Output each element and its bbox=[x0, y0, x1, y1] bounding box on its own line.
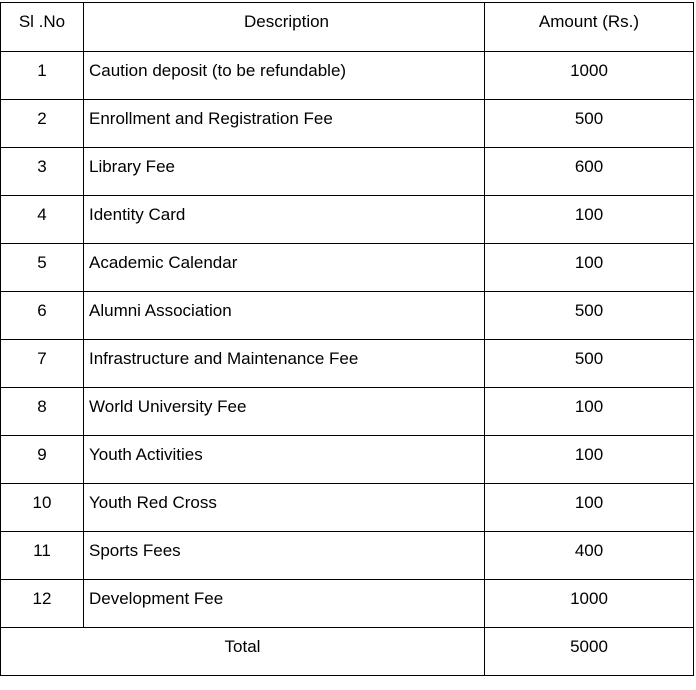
table-header-row bbox=[1, 3, 694, 52]
row-sl-no: 9 bbox=[1, 436, 84, 484]
header-amount: Amount (Rs.) bbox=[485, 3, 694, 52]
table-row bbox=[1, 196, 694, 244]
row-description: Alumni Association bbox=[84, 292, 485, 340]
row-description: Youth Activities bbox=[84, 436, 485, 484]
table-row bbox=[1, 580, 694, 628]
row-amount: 1000 bbox=[485, 52, 694, 100]
table-row bbox=[1, 148, 694, 196]
row-amount: 100 bbox=[485, 388, 694, 436]
row-description: Enrollment and Registration Fee bbox=[84, 100, 485, 148]
fee-table bbox=[0, 2, 694, 676]
row-sl-no: 8 bbox=[1, 388, 84, 436]
table-row bbox=[1, 340, 694, 388]
table-row bbox=[1, 292, 694, 340]
row-description: Academic Calendar bbox=[84, 244, 485, 292]
total-label: Total bbox=[1, 628, 485, 676]
row-description: Youth Red Cross bbox=[84, 484, 485, 532]
row-amount: 100 bbox=[485, 436, 694, 484]
row-description: Development Fee bbox=[84, 580, 485, 628]
row-sl-no: 2 bbox=[1, 100, 84, 148]
row-amount: 400 bbox=[485, 532, 694, 580]
total-row bbox=[1, 628, 694, 676]
table-row bbox=[1, 244, 694, 292]
row-amount: 100 bbox=[485, 196, 694, 244]
row-sl-no: 11 bbox=[1, 532, 84, 580]
row-sl-no: 10 bbox=[1, 484, 84, 532]
row-amount: 600 bbox=[485, 148, 694, 196]
row-description: Library Fee bbox=[84, 148, 485, 196]
table-row bbox=[1, 388, 694, 436]
row-sl-no: 3 bbox=[1, 148, 84, 196]
row-sl-no: 4 bbox=[1, 196, 84, 244]
row-sl-no: 6 bbox=[1, 292, 84, 340]
row-sl-no: 5 bbox=[1, 244, 84, 292]
row-sl-no: 1 bbox=[1, 52, 84, 100]
row-description: World University Fee bbox=[84, 388, 485, 436]
total-amount: 5000 bbox=[485, 628, 694, 676]
table-row bbox=[1, 532, 694, 580]
table-row bbox=[1, 100, 694, 148]
table-row bbox=[1, 484, 694, 532]
row-sl-no: 7 bbox=[1, 340, 84, 388]
header-description: Description bbox=[84, 3, 485, 52]
row-amount: 100 bbox=[485, 244, 694, 292]
row-description: Infrastructure and Maintenance Fee bbox=[84, 340, 485, 388]
row-description: Sports Fees bbox=[84, 532, 485, 580]
row-amount: 500 bbox=[485, 292, 694, 340]
row-amount: 500 bbox=[485, 100, 694, 148]
table-row bbox=[1, 52, 694, 100]
row-amount: 100 bbox=[485, 484, 694, 532]
row-amount: 1000 bbox=[485, 580, 694, 628]
row-sl-no: 12 bbox=[1, 580, 84, 628]
row-description: Caution deposit (to be refundable) bbox=[84, 52, 485, 100]
row-amount: 500 bbox=[485, 340, 694, 388]
header-sl-no: Sl .No bbox=[1, 3, 84, 52]
table-row bbox=[1, 436, 694, 484]
row-description: Identity Card bbox=[84, 196, 485, 244]
